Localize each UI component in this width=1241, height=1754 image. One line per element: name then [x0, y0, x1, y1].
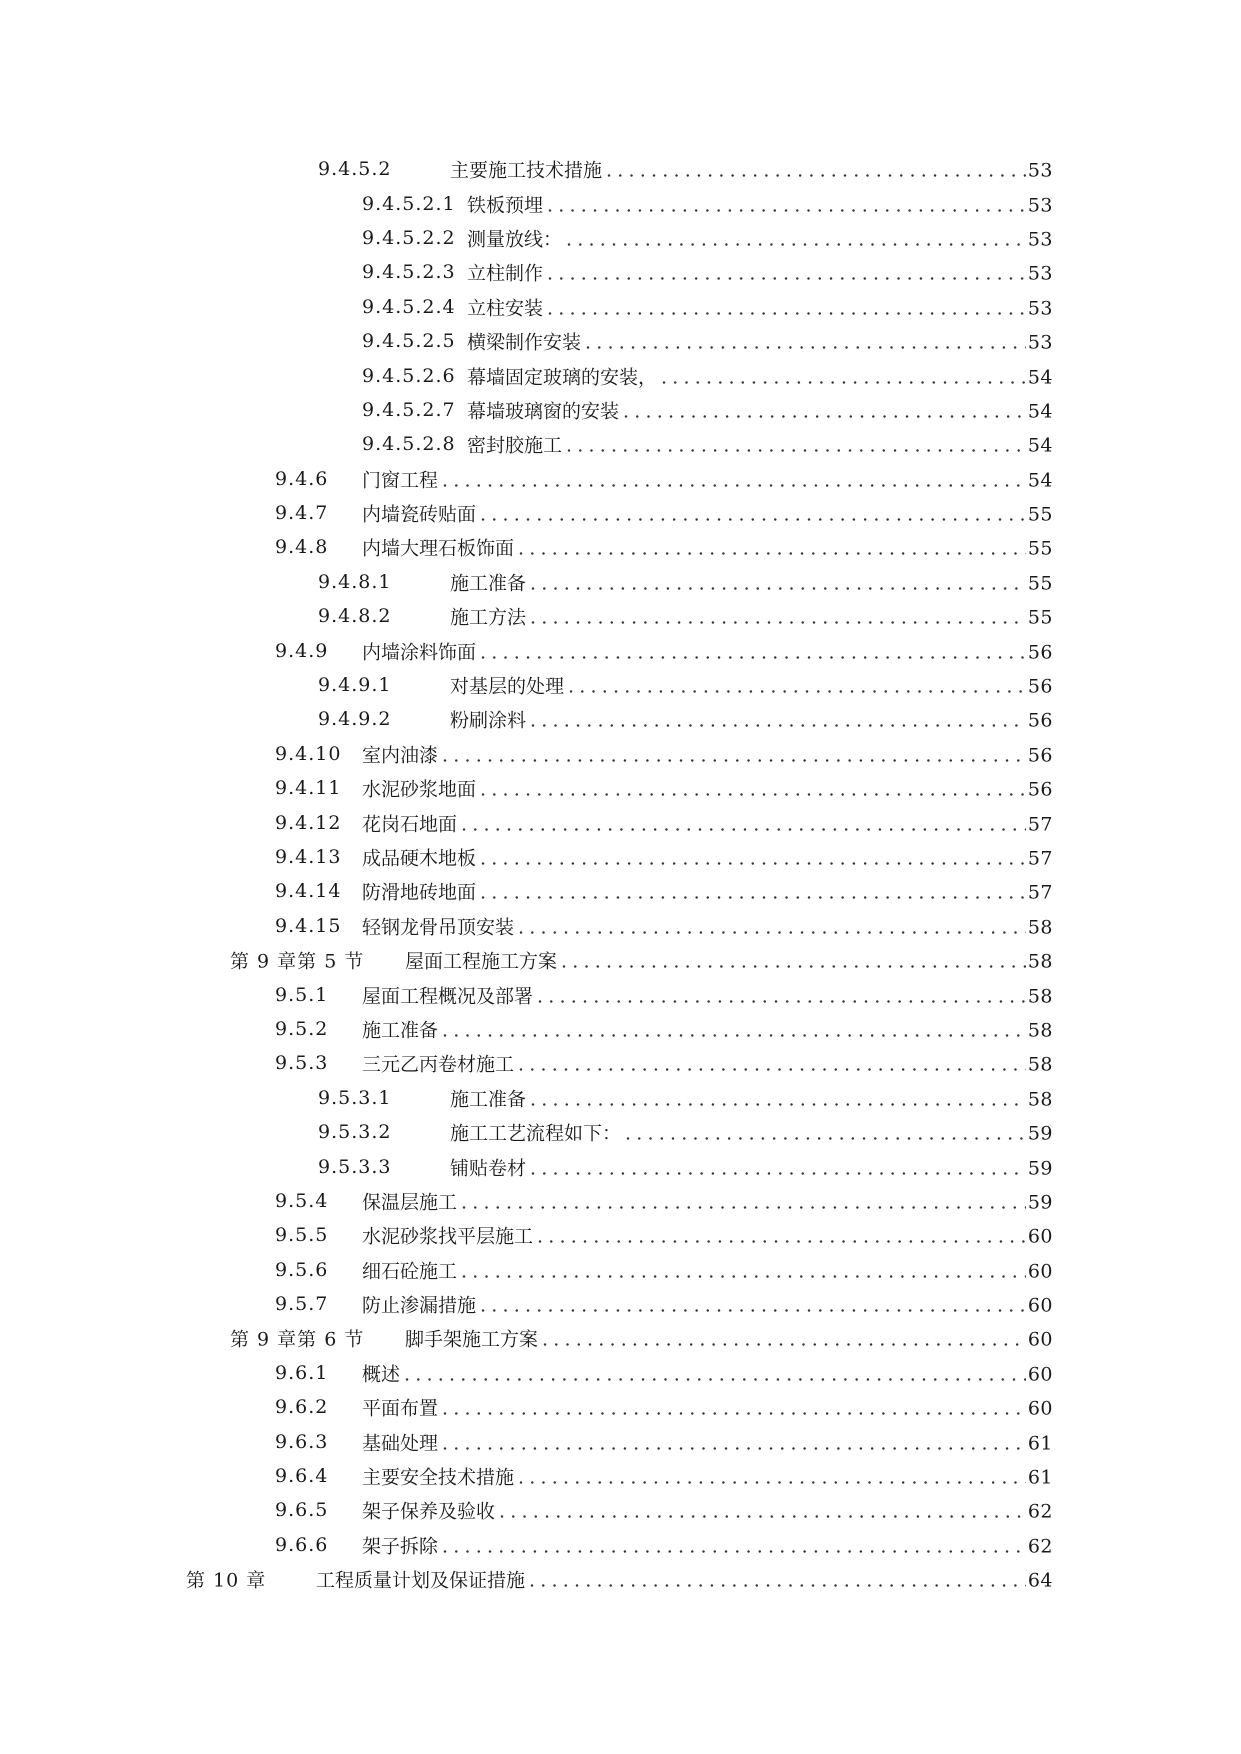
toc-entry-title: 主要安全技术措施 — [362, 1466, 515, 1489]
dot-leader — [442, 1535, 1026, 1557]
toc-entry[interactable] — [0, 565, 1241, 599]
dot-leader — [461, 1191, 1026, 1213]
toc-entry-line — [467, 293, 1053, 320]
dot-leader — [537, 1226, 1026, 1248]
dot-leader — [529, 1570, 1026, 1592]
toc-entry-line — [467, 328, 1053, 355]
toc-entry-line — [450, 672, 1053, 699]
dot-leader — [480, 882, 1026, 904]
dot-leader — [561, 951, 1026, 973]
toc-entry-page-number: 57 — [1027, 847, 1053, 870]
toc-entry[interactable] — [0, 633, 1241, 667]
dot-leader — [461, 1260, 1026, 1282]
toc-entry-number: 9.6.5 — [275, 1499, 329, 1522]
dot-leader — [542, 1329, 1026, 1351]
dot-leader — [566, 435, 1026, 457]
toc-entry[interactable] — [0, 702, 1241, 736]
toc-entry-line — [362, 844, 1053, 871]
toc-entry[interactable] — [0, 1528, 1241, 1562]
toc-entry-page-number: 54 — [1027, 469, 1053, 492]
toc-entry-page-number: 60 — [1027, 1294, 1053, 1317]
toc-entry-page-number: 55 — [1027, 572, 1053, 595]
toc-entry-page-number: 60 — [1027, 1225, 1053, 1248]
dot-leader — [547, 263, 1026, 285]
toc-entry-number: 9.4.5.2.1 — [362, 192, 456, 215]
toc-entry-number: 9.4.8.2 — [318, 605, 392, 628]
toc-entry-number: 9.4.14 — [275, 880, 342, 903]
toc-entry-page-number: 61 — [1027, 1466, 1053, 1489]
toc-entry[interactable] — [0, 393, 1241, 427]
toc-entry[interactable] — [0, 255, 1241, 289]
toc-entry[interactable] — [0, 943, 1241, 977]
toc-entry-page-number: 59 — [1027, 1122, 1053, 1145]
toc-entry-title: 施工准备 — [450, 572, 527, 595]
toc-entry-line — [450, 1153, 1053, 1180]
toc-entry[interactable] — [0, 737, 1241, 771]
toc-entry-title: 施工准备 — [362, 1019, 439, 1042]
toc-entry-page-number: 54 — [1027, 400, 1053, 423]
dot-leader — [530, 1088, 1026, 1110]
toc-entry-line — [405, 947, 1053, 974]
dot-leader — [661, 366, 1026, 388]
toc-entry-line — [362, 1428, 1053, 1455]
toc-entry[interactable] — [0, 840, 1241, 874]
dot-leader — [518, 1467, 1026, 1489]
toc-entry-line — [362, 1187, 1053, 1214]
toc-entry[interactable] — [0, 1562, 1241, 1596]
toc-entry-title: 成品硬木地板 — [362, 847, 477, 870]
toc-entry-page-number: 53 — [1027, 262, 1053, 285]
toc-entry-page-number: 62 — [1027, 1535, 1053, 1558]
toc-entry-title: 测量放线： — [467, 228, 563, 251]
table-of-contents — [0, 152, 1241, 1596]
dot-leader — [480, 848, 1026, 870]
toc-entry-title: 门窗工程 — [362, 469, 439, 492]
toc-entry-title: 对基层的处理 — [450, 675, 565, 698]
toc-entry[interactable] — [0, 152, 1241, 186]
toc-entry[interactable] — [0, 977, 1241, 1011]
toc-entry-number: 9.4.5.2 — [318, 158, 392, 181]
toc-entry-title: 密封胶施工 — [467, 434, 563, 457]
toc-entry-title: 脚手架施工方案 — [405, 1328, 539, 1351]
toc-entry-line — [467, 396, 1053, 423]
toc-entry-page-number: 59 — [1027, 1157, 1053, 1180]
toc-entry-title: 施工工艺流程如下： — [450, 1122, 622, 1145]
toc-entry[interactable] — [0, 496, 1241, 530]
toc-entry-number: 9.4.5.2.4 — [362, 295, 456, 318]
toc-entry-number: 9.5.3 — [275, 1052, 329, 1075]
dot-leader — [623, 400, 1026, 422]
toc-entry-line — [362, 1497, 1053, 1524]
toc-entry-number: 第 9 章第 6 节 — [230, 1328, 365, 1351]
toc-entry-page-number: 56 — [1027, 778, 1053, 801]
toc-entry-line — [362, 878, 1053, 905]
toc-entry[interactable] — [0, 1424, 1241, 1458]
toc-entry-line — [362, 1015, 1053, 1042]
toc-entry[interactable] — [0, 1253, 1241, 1287]
toc-entry[interactable] — [0, 1046, 1241, 1080]
toc-entry-number: 9.4.5.2.6 — [362, 364, 456, 387]
toc-entry-number: 9.4.5.2.5 — [362, 330, 456, 353]
toc-entry-number: 9.4.15 — [275, 914, 342, 937]
toc-entry-line — [362, 1291, 1053, 1318]
toc-entry-number: 9.4.8.1 — [318, 570, 392, 593]
toc-entry-line — [405, 1325, 1053, 1352]
toc-entry-page-number: 53 — [1027, 297, 1053, 320]
toc-entry-line — [467, 190, 1053, 217]
dot-leader — [530, 572, 1026, 594]
dot-leader — [499, 1501, 1026, 1523]
toc-entry-page-number: 54 — [1027, 366, 1053, 389]
toc-entry-line — [467, 259, 1053, 286]
toc-entry-number: 第 9 章第 5 节 — [230, 950, 365, 973]
toc-entry-page-number: 53 — [1027, 228, 1053, 251]
toc-entry-title: 幕墙玻璃窗的安装 — [467, 400, 620, 423]
toc-entry-title: 铁板预埋 — [467, 194, 544, 217]
toc-entry[interactable] — [0, 1149, 1241, 1183]
toc-entry-title: 工程质量计划及保证措施 — [316, 1569, 526, 1592]
dot-leader — [442, 1432, 1026, 1454]
toc-entry-page-number: 54 — [1027, 434, 1053, 457]
toc-entry[interactable] — [0, 771, 1241, 805]
toc-entry-title: 三元乙丙卷材施工 — [362, 1053, 515, 1076]
toc-entry-title: 保温层施工 — [362, 1191, 458, 1214]
toc-entry-line — [362, 500, 1053, 527]
toc-entry-number: 9.6.3 — [275, 1430, 329, 1453]
toc-entry-number: 9.4.8 — [275, 536, 329, 559]
toc-entry-line — [362, 1256, 1053, 1283]
toc-entry-number: 9.5.7 — [275, 1293, 329, 1316]
toc-entry-page-number: 60 — [1027, 1260, 1053, 1283]
toc-entry-line — [362, 1463, 1053, 1490]
toc-entry-number: 9.5.1 — [275, 983, 329, 1006]
dot-leader — [518, 916, 1026, 938]
toc-entry[interactable] — [0, 1287, 1241, 1321]
toc-entry[interactable] — [0, 1012, 1241, 1046]
dot-leader — [530, 607, 1026, 629]
toc-entry-title: 施工方法 — [450, 606, 527, 629]
toc-entry-page-number: 57 — [1027, 881, 1053, 904]
dot-leader — [537, 985, 1026, 1007]
toc-entry-number: 第 10 章 — [186, 1569, 267, 1592]
toc-entry-number: 9.5.4 — [275, 1189, 329, 1212]
toc-entry[interactable] — [0, 1356, 1241, 1390]
toc-entry-line — [450, 1119, 1053, 1146]
toc-entry[interactable] — [0, 599, 1241, 633]
toc-entry-number: 9.5.2 — [275, 1017, 329, 1040]
toc-entry-title: 立柱制作 — [467, 262, 544, 285]
toc-entry-page-number: 60 — [1027, 1397, 1053, 1420]
toc-entry-number: 9.4.11 — [275, 777, 342, 800]
toc-entry-line — [450, 156, 1053, 183]
toc-entry-number: 9.4.5.2.3 — [362, 261, 456, 284]
dot-leader — [480, 641, 1026, 663]
toc-entry-page-number: 58 — [1027, 950, 1053, 973]
toc-entry-number: 9.5.6 — [275, 1258, 329, 1281]
dot-leader — [480, 504, 1026, 526]
toc-entry-title: 水泥砂浆地面 — [362, 778, 477, 801]
toc-entry-page-number: 58 — [1027, 916, 1053, 939]
toc-entry-line — [362, 1222, 1053, 1249]
toc-entry-title: 主要施工技术措施 — [450, 159, 603, 182]
toc-entry-line — [362, 775, 1053, 802]
toc-entry-page-number: 59 — [1027, 1191, 1053, 1214]
toc-entry-number: 9.4.7 — [275, 502, 329, 525]
dot-leader — [547, 194, 1026, 216]
toc-entry-line — [450, 568, 1053, 595]
toc-entry-page-number: 53 — [1027, 194, 1053, 217]
toc-entry-number: 9.4.13 — [275, 846, 342, 868]
toc-entry-number: 9.4.5.2.2 — [362, 226, 456, 249]
toc-entry-line — [362, 809, 1053, 836]
toc-entry-title: 粉刷涂料 — [450, 709, 527, 732]
toc-entry[interactable] — [0, 805, 1241, 839]
dot-leader — [585, 332, 1026, 354]
toc-entry[interactable] — [0, 1218, 1241, 1252]
toc-entry-page-number: 55 — [1027, 503, 1053, 526]
toc-entry-page-number: 58 — [1027, 1088, 1053, 1111]
toc-entry-title: 立柱安装 — [467, 297, 544, 320]
toc-entry-title: 施工准备 — [450, 1088, 527, 1111]
toc-entry[interactable] — [0, 668, 1241, 702]
toc-entry-title: 轻钢龙骨吊顶安装 — [362, 916, 515, 939]
toc-entry[interactable] — [0, 1390, 1241, 1424]
toc-entry-number: 9.4.9.2 — [318, 708, 392, 731]
toc-entry-page-number: 58 — [1027, 1019, 1053, 1042]
dot-leader — [606, 160, 1026, 182]
toc-entry-page-number: 58 — [1027, 1053, 1053, 1076]
dot-leader — [461, 813, 1026, 835]
toc-entry-title: 架子拆除 — [362, 1535, 439, 1558]
toc-entry-page-number: 56 — [1027, 744, 1053, 767]
toc-entry-title: 防滑地砖地面 — [362, 881, 477, 904]
toc-entry-title: 花岗石地面 — [362, 813, 458, 836]
toc-entry[interactable] — [0, 530, 1241, 564]
toc-entry[interactable] — [0, 1459, 1241, 1493]
toc-entry[interactable] — [0, 874, 1241, 908]
toc-entry[interactable] — [0, 909, 1241, 943]
toc-entry-title: 防止渗漏措施 — [362, 1294, 477, 1317]
toc-entry[interactable] — [0, 1081, 1241, 1115]
toc-entry-number: 9.5.5 — [275, 1224, 329, 1247]
toc-entry-line — [362, 534, 1053, 561]
toc-entry-number: 9.6.4 — [275, 1465, 329, 1488]
dot-leader — [442, 469, 1026, 491]
toc-entry-title: 室内油漆 — [362, 744, 439, 767]
toc-entry-line — [362, 1050, 1053, 1077]
toc-entry[interactable] — [0, 358, 1241, 392]
toc-entry-title: 屋面工程施工方案 — [405, 950, 558, 973]
toc-entry-number: 9.6.1 — [275, 1361, 329, 1384]
toc-entry-line — [316, 1566, 1053, 1593]
toc-entry-line — [362, 465, 1053, 492]
toc-entry-line — [362, 1531, 1053, 1558]
toc-entry[interactable] — [0, 1321, 1241, 1355]
toc-entry-title: 内墙瓷砖贴面 — [362, 503, 477, 526]
toc-entry-page-number: 58 — [1027, 985, 1053, 1008]
toc-entry-line — [362, 981, 1053, 1008]
toc-entry-title: 幕墙固定玻璃的安装， — [467, 366, 658, 389]
toc-entry-title: 内墙涂料饰面 — [362, 641, 477, 664]
toc-entry-title: 横梁制作安装 — [467, 331, 582, 354]
dot-leader — [530, 710, 1026, 732]
toc-entry[interactable] — [0, 290, 1241, 324]
toc-entry-title: 概述 — [362, 1363, 401, 1386]
toc-entry-title: 平面布置 — [362, 1397, 439, 1420]
toc-entry[interactable] — [0, 1493, 1241, 1527]
toc-entry-page-number: 56 — [1027, 709, 1053, 732]
dot-leader — [442, 1398, 1026, 1420]
toc-entry[interactable] — [0, 186, 1241, 220]
toc-entry-number: 9.5.3.2 — [318, 1121, 392, 1144]
toc-entry-number: 9.6.2 — [275, 1396, 329, 1419]
toc-entry[interactable] — [0, 427, 1241, 461]
toc-entry-page-number: 53 — [1027, 159, 1053, 182]
toc-entry-number: 9.4.6 — [275, 467, 329, 490]
toc-entry-page-number: 55 — [1027, 537, 1053, 560]
toc-entry-page-number: 53 — [1027, 331, 1053, 354]
toc-entry[interactable] — [0, 1184, 1241, 1218]
toc-entry-page-number: 60 — [1027, 1363, 1053, 1386]
toc-entry[interactable] — [0, 324, 1241, 358]
toc-entry-line — [362, 912, 1053, 939]
toc-entry-number: 9.5.3.3 — [318, 1155, 392, 1178]
dot-leader — [404, 1363, 1026, 1385]
toc-entry-line — [362, 1359, 1053, 1386]
toc-entry-page-number: 60 — [1027, 1328, 1053, 1351]
dot-leader — [518, 538, 1026, 560]
dot-leader — [518, 1054, 1026, 1076]
toc-entry-line — [467, 362, 1053, 389]
toc-entry-number: 9.5.3.1 — [318, 1086, 392, 1109]
toc-entry-title: 基础处理 — [362, 1432, 439, 1455]
toc-entry-page-number: 55 — [1027, 606, 1053, 629]
toc-entry-number: 9.4.9.1 — [318, 674, 392, 697]
dot-leader — [566, 228, 1026, 250]
toc-entry-page-number: 62 — [1027, 1500, 1053, 1523]
toc-entry-number: 9.4.12 — [275, 811, 342, 834]
toc-entry-title: 内墙大理石板饰面 — [362, 537, 515, 560]
toc-entry-page-number: 64 — [1027, 1569, 1053, 1592]
toc-entry-title: 水泥砂浆找平层施工 — [362, 1225, 534, 1248]
toc-entry-page-number: 56 — [1027, 641, 1053, 664]
dot-leader — [480, 1295, 1026, 1317]
dot-leader — [625, 1123, 1026, 1145]
toc-entry-line — [362, 1394, 1053, 1421]
toc-entry-number: 9.6.6 — [275, 1533, 329, 1556]
toc-entry[interactable] — [0, 221, 1241, 255]
toc-entry-line — [362, 637, 1053, 664]
dot-leader — [568, 676, 1026, 698]
dot-leader — [530, 1157, 1026, 1179]
toc-entry-line — [450, 1084, 1053, 1111]
toc-entry-title: 铺贴卷材 — [450, 1157, 527, 1180]
toc-entry-page-number: 56 — [1027, 675, 1053, 698]
toc-entry-line — [450, 706, 1053, 733]
toc-entry-title: 细石砼施工 — [362, 1260, 458, 1283]
dot-leader — [442, 744, 1026, 766]
dot-leader — [480, 779, 1026, 801]
toc-entry-line — [362, 740, 1053, 767]
toc-entry-number: 9.4.10 — [275, 742, 342, 765]
toc-entry-line — [450, 603, 1053, 630]
toc-entry-title: 架子保养及验收 — [362, 1500, 496, 1523]
toc-entry-number: 9.4.5.2.7 — [362, 398, 456, 421]
toc-entry-line — [467, 431, 1053, 458]
toc-entry-number: 9.4.5.2.8 — [362, 433, 456, 456]
toc-entry-line — [467, 224, 1053, 251]
toc-entry-page-number: 61 — [1027, 1432, 1053, 1455]
dot-leader — [442, 1019, 1026, 1041]
dot-leader — [547, 297, 1026, 319]
toc-entry-title: 屋面工程概况及部署 — [362, 985, 534, 1008]
toc-entry-number: 9.4.9 — [275, 639, 329, 662]
toc-entry[interactable] — [0, 1115, 1241, 1149]
toc-entry[interactable] — [0, 462, 1241, 496]
toc-entry-page-number: 57 — [1027, 813, 1053, 836]
